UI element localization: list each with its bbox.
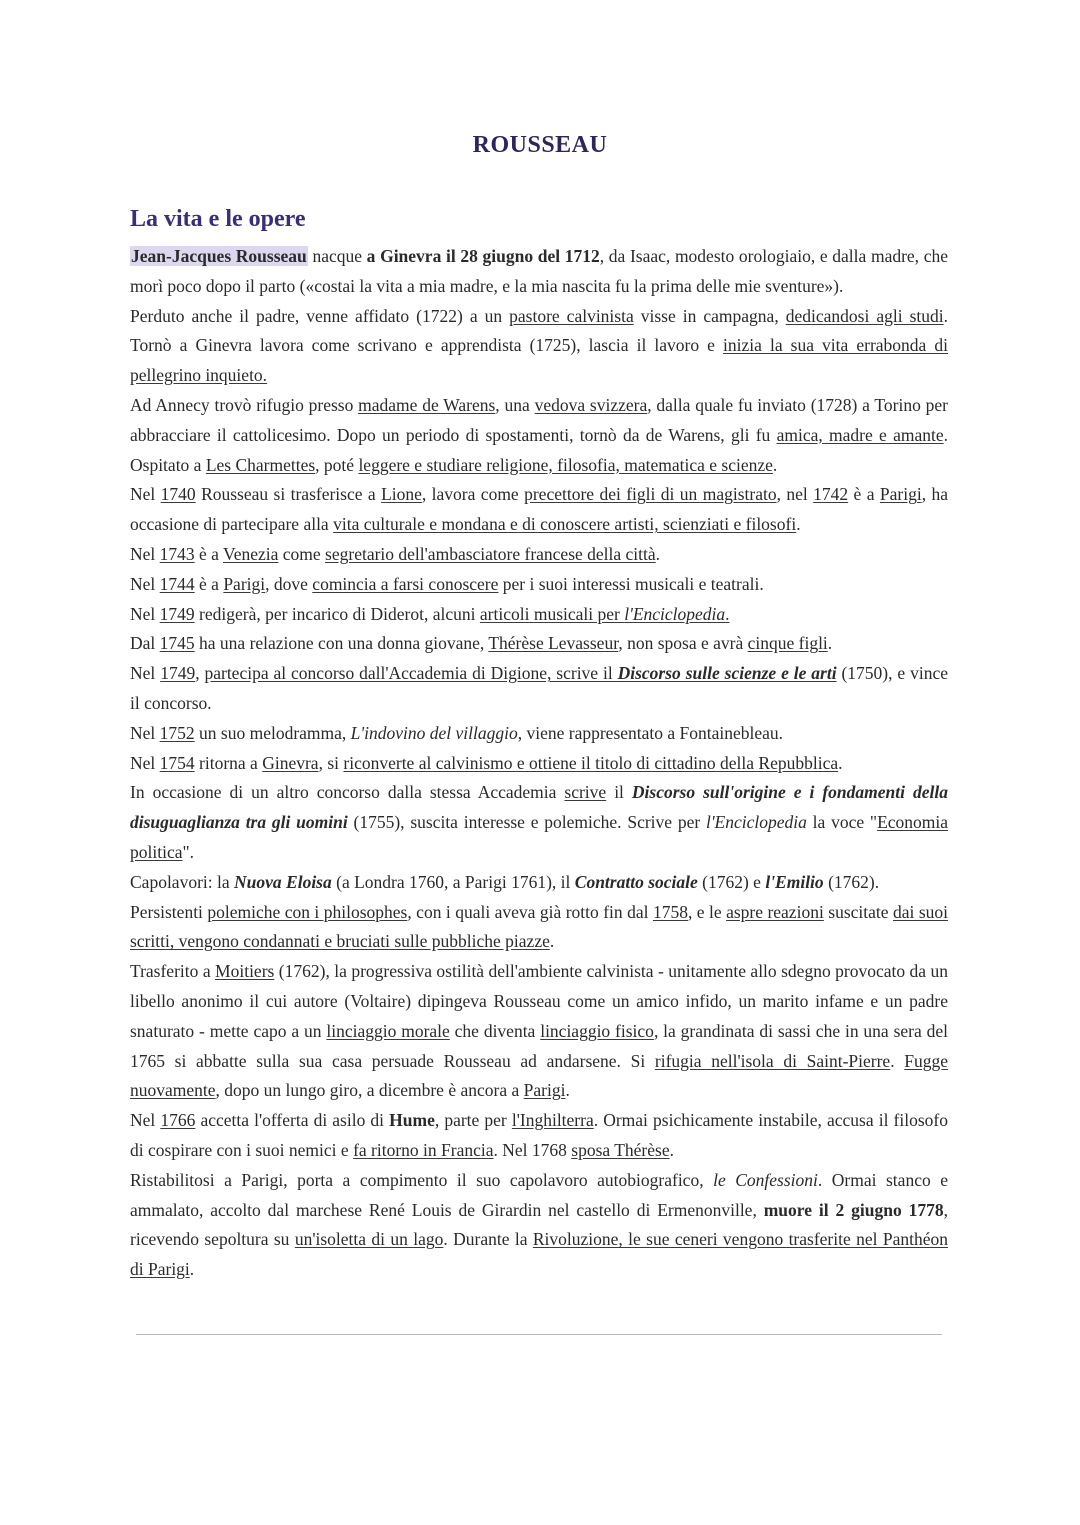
text-run: suscitate [823, 901, 893, 922]
text-run: Hume [389, 1110, 435, 1131]
text-run: 1752 [159, 722, 195, 743]
text-run: rifugia nell'isola di Saint-Pierre [654, 1050, 891, 1071]
text-run: 1749 [159, 603, 195, 624]
text-run: . [669, 1139, 674, 1160]
text-run: Ristabilitosi a Parigi, porta a compimento il suo capolavoro autobiografico, [130, 1169, 714, 1190]
text-run: le Confessioni [713, 1169, 818, 1190]
text-run: Rousseau si trasferisce a [195, 484, 382, 505]
text-run: Les Charmettes [205, 454, 316, 475]
paragraph [130, 749, 948, 779]
text-run: . [890, 1050, 905, 1071]
text-run: Moitiers [215, 961, 275, 982]
text-run: . [189, 1259, 195, 1280]
text-run: , [195, 663, 205, 684]
text-run: è a [194, 573, 224, 594]
paragraph [130, 898, 948, 958]
paragraph [130, 1106, 948, 1166]
text-run: . [827, 633, 833, 654]
text-run: accetta l'offerta di asilo di [195, 1110, 390, 1131]
text-run: , con i quali aveva già rotto fin dal [407, 901, 653, 922]
text-run: muore il 2 giugno 1778 [763, 1199, 944, 1220]
text-run: (1750), e vince il concorso. [130, 663, 948, 713]
paragraph [130, 957, 948, 1106]
text-run: ". [182, 841, 195, 862]
text-run: Nel [130, 573, 160, 594]
text-run: , dove [265, 573, 313, 594]
text-run: sposa Thérèse [571, 1139, 670, 1160]
text-run: , ha occasione di partecipare alla [130, 484, 948, 535]
text-run: scrive [564, 782, 607, 803]
text-run: , si [318, 752, 344, 773]
text-run: un suo melodramma, [194, 722, 351, 743]
text-run: . Durante la [443, 1229, 533, 1250]
paragraph [130, 302, 948, 391]
paragraph [130, 1166, 948, 1285]
text-run: 1754 [159, 752, 195, 773]
text-run: comincia a farsi conoscere [312, 573, 499, 594]
text-run: Nel [130, 752, 160, 773]
text-run: dai suoi scritti, vengono condannati e bruciati sulle pubbliche piazze [130, 901, 948, 952]
text-run: (1762). [823, 871, 880, 892]
text-run: vedova svizzera [534, 394, 648, 415]
text-run: articoli musicali per [479, 603, 625, 624]
text-run: (a Londra 1760, a Parigi 1761), il [331, 871, 575, 892]
paragraph [130, 480, 948, 540]
text-run: è a [194, 543, 223, 564]
text-run: , lavora come [421, 484, 525, 505]
body-text [130, 242, 948, 1285]
text-run: visse in campagna, [633, 305, 786, 326]
text-run: linciaggio morale [326, 1020, 450, 1041]
text-run: , da Isaac, modesto orologiaio, e dalla madre, che morì poco dopo il parto («costai la vita a mia madre, e la mia nascita fu la prima delle mie sventure»). [130, 246, 948, 296]
text-run: Discorso sulle scienze e le arti [617, 663, 837, 684]
text-run: un'isoletta di un lago [294, 1229, 444, 1250]
text-run: Nel [130, 603, 160, 624]
text-run: Parigi [879, 484, 922, 505]
text-run: Rivoluzione, le sue ceneri vengono trasferite nel Panthéon di Parigi [130, 1229, 948, 1280]
paragraph [130, 778, 948, 867]
text-run: Thérèse Levasseur [488, 633, 619, 654]
text-run: Nel [130, 543, 160, 564]
text-run: che diventa [449, 1020, 541, 1041]
text-run: polemiche con i philosophes [207, 901, 408, 922]
text-run: , una [495, 394, 535, 415]
text-run: , e le [687, 901, 727, 922]
text-run: Venezia [223, 543, 279, 564]
text-run: nacque [307, 246, 367, 266]
text-run: riconverte al calvinismo e ottiene il titolo di cittadino della Repubblica [343, 752, 839, 773]
text-run: 1758 [652, 901, 688, 922]
text-run: Economia politica [130, 812, 949, 862]
text-run: . [838, 752, 843, 773]
text-run: 1743 [159, 543, 195, 564]
horizontal-rule [136, 1334, 942, 1335]
text-run: . [565, 1080, 570, 1101]
text-run: l'Emilio [765, 871, 824, 892]
text-run: , dopo un lungo giro, a dicembre è ancora a [215, 1080, 524, 1101]
text-run: . Ormai psichicamente instabile, accusa il filosofo di cospirare con i suoi nemici e [130, 1110, 948, 1160]
text-run: , ricevendo sepoltura su [130, 1199, 948, 1250]
text-run: 1766 [160, 1110, 196, 1131]
paragraph [130, 629, 948, 659]
text-run: Parigi [223, 573, 266, 594]
paragraph [130, 868, 948, 898]
text-run: , poté [315, 454, 359, 475]
text-run: a Ginevra il 28 giugno del 1712 [366, 246, 600, 266]
text-run: , nel [776, 484, 814, 505]
text-run: redigerà, per incarico di Diderot, alcuni [194, 603, 480, 624]
text-run: , non sposa e avrà [618, 633, 748, 654]
text-run: . [655, 543, 661, 564]
text-run: madame de Warens [358, 394, 496, 415]
text-run: , parte per [434, 1110, 512, 1131]
text-run: . [772, 454, 778, 475]
text-run: (1762), la progressiva ostilità dell'ambiente calvinista - unitamente allo sdegno provocato da un libello anonimo il cui autore (Voltaire) dipingeva Rousseau come un amico infido, un marito infame e un padre snaturato - mette capo a un [130, 961, 948, 1041]
page-title: ROUSSEAU [472, 132, 608, 158]
text-run: Lione [381, 484, 422, 505]
text-run: L'indovino del villaggio [350, 722, 518, 743]
text-run: il [606, 782, 632, 803]
text-run: leggere e studiare religione, filosofia, matematica e scienze [358, 454, 773, 475]
text-run: (1762) e [697, 871, 766, 892]
text-run: Trasferito a [130, 961, 216, 982]
text-run: . Tornò a Ginevra lavora come scrivano e apprendista (1725), lascia il lavoro e [130, 305, 948, 356]
text-run: è a [848, 484, 880, 505]
text-run: l'Inghilterra [511, 1110, 594, 1131]
text-run: 1745 [159, 633, 195, 654]
text-run: dedicandosi agli studi [785, 305, 944, 326]
text-run: ha una relazione con una donna giovane, [194, 633, 489, 654]
text-run: segretario dell'ambasciatore francese della città [325, 543, 656, 564]
text-run: Nel [130, 722, 160, 743]
text-run: come [278, 543, 326, 564]
text-run: . Ospitato a [130, 424, 948, 475]
paragraph [130, 719, 948, 749]
text-run: Nel [130, 663, 161, 684]
text-run: Parigi [523, 1080, 566, 1101]
text-run: per i suoi interessi musicali e teatrali. [498, 573, 764, 594]
text-run: In occasione di un altro concorso dalla stessa Accademia [130, 782, 565, 803]
text-run: . Ormai stanco e ammalato, accolto dal marchese René Louis de Girardin nel castello di Ermenonville, [130, 1169, 948, 1220]
text-run: Nel [130, 1110, 161, 1131]
text-run: l'Enciclopedia [705, 812, 807, 833]
text-run: Nel [130, 484, 161, 505]
text-run: linciaggio fisico [540, 1020, 654, 1041]
text-run: precettore dei figli di un magistrato [524, 484, 777, 505]
text-run: . [725, 603, 730, 624]
paragraph [130, 659, 948, 719]
text-run: fa ritorno in Francia [353, 1139, 494, 1160]
text-run: , la grandinata di sassi che in una sera del 1765 si abbatte sulla sua casa persuade Rousseau ad andarsene. Si [130, 1020, 948, 1071]
text-run: Capolavori: la [130, 871, 235, 892]
text-run: Jean-Jacques Rousseau [131, 246, 307, 266]
text-run: vita culturale e mondana e di conoscere artisti, scienziati e filosofi [333, 514, 797, 535]
text-run: cinque figli [747, 633, 828, 654]
paragraph [130, 540, 948, 570]
paragraph [130, 600, 948, 630]
text-run: Ginevra [262, 752, 319, 773]
text-run: inizia la sua vita errabonda di pellegrino inquieto. [130, 335, 949, 386]
text-run: . [549, 931, 555, 952]
text-run: amica, madre e amante [776, 424, 944, 445]
text-run: , viene rappresentato a Fontainebleau. [517, 722, 784, 743]
text-run: Perduto anche il padre, venne affidato (1722) a un [130, 305, 510, 326]
text-run: . Nel 1768 [493, 1139, 572, 1160]
text-run: 1740 [160, 484, 196, 505]
text-run: 1742 [813, 484, 849, 505]
paragraph [130, 391, 948, 480]
paragraph [130, 242, 948, 302]
text-run: . [796, 514, 801, 535]
text-run: Dal [130, 633, 160, 654]
text-run: 1744 [159, 573, 195, 594]
text-run: Fugge nuovamente [130, 1050, 949, 1101]
text-run: la voce " [806, 812, 878, 833]
text-run: (1755), suscita interesse e polemiche. Scrive per [347, 812, 706, 833]
text-run: Discorso sull'origine e i fondamenti della disuguaglianza tra gli uomini [130, 782, 948, 833]
text-run: partecipa al concorso dall'Accademia di Digione, scrive il [204, 663, 618, 684]
paragraph [130, 570, 948, 600]
text-run: 1749 [160, 663, 196, 684]
text-run: Nuova Eloisa [234, 871, 332, 892]
text-run: Contratto sociale [574, 871, 698, 892]
text-run: ritorna a [194, 752, 263, 773]
text-run: Persistenti [130, 901, 208, 922]
text-run: aspre reazioni [726, 901, 824, 922]
text-run: l'Enciclopedia [624, 603, 726, 624]
text-run: pastore calvinista [509, 305, 634, 326]
text-run: Ad Annecy trovò rifugio presso [130, 394, 359, 415]
section-heading: La vita e le opere [130, 206, 306, 232]
text-run: , dalla quale fu inviato (1728) a Torino per abbracciare il cattolicesimo. Dopo un periodo di spostamenti, tornò da de Warens, gli fu [130, 394, 948, 445]
